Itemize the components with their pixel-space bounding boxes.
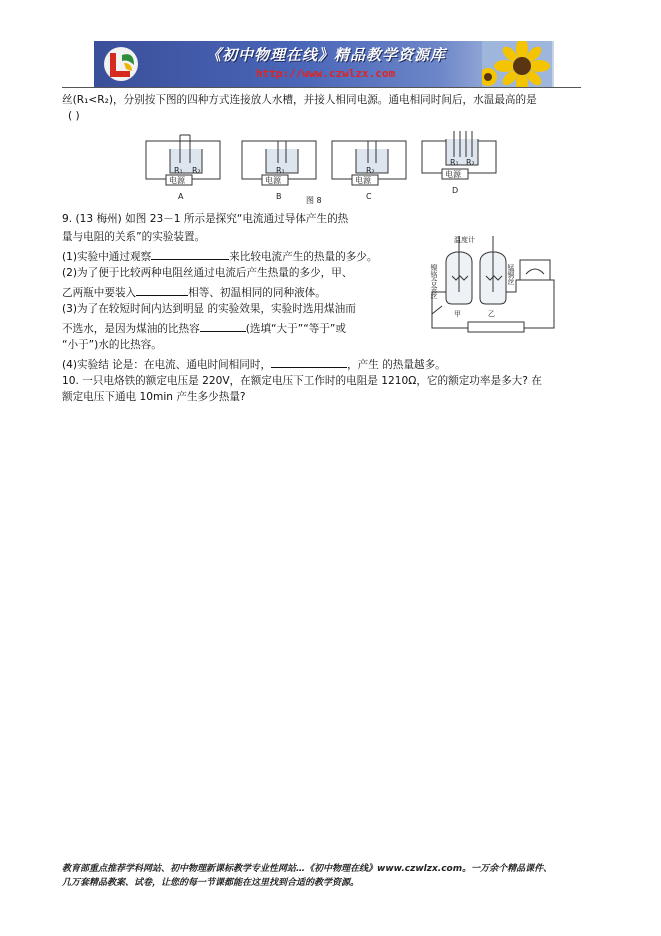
fig-label-right-wire: 锰铜丝: [507, 264, 515, 285]
circuit-c-label: C: [366, 192, 372, 201]
q9-part2: [62, 284, 326, 301]
figure-23-1: [428, 232, 558, 338]
q9-part1-b: 来比较电流产生的热量的多少。: [229, 251, 378, 263]
q9-part2-a: (2)为了便于比较两种电阻丝通过电流后产生热量的多少，甲、: [62, 267, 353, 279]
footer: [62, 862, 602, 890]
sunflower-image: [482, 41, 552, 88]
circuit-a: [146, 135, 220, 201]
fig-label-left-wire: 镍铬合金丝: [430, 264, 438, 299]
q9-part1: [62, 248, 377, 265]
q9-part4: [62, 356, 446, 373]
q9-blank-4[interactable]: [271, 356, 347, 368]
q9-part4-b: ，产生 的热量越多。: [347, 359, 446, 371]
circuit-a-r2: R₂: [192, 166, 201, 175]
q9-line2: 量与电阻的关系”的实验装置。: [62, 231, 206, 243]
circuit-b-label: B: [276, 192, 282, 201]
circuit-b-r1: R₁: [276, 166, 285, 175]
circuit-a-r1: R₁: [174, 166, 183, 175]
q9-part3-c: (选填“大于”“等于”或: [245, 323, 346, 335]
q8-text: 丝(R₁<R₂)，分别按下图的四种方式连接放人水槽，并接人相同电源。通电相同时间后，水温最高的是: [62, 94, 537, 106]
q9-blank-2[interactable]: [136, 284, 188, 296]
q9-blank-3[interactable]: [200, 320, 246, 332]
circuit-c-power: 电源: [355, 176, 371, 185]
q10-line1: 10. 一只电烙铁的额定电压是 220V，在额定电压下工作时的电阻是 1210Ω，它的额定功率是多大? 在: [62, 375, 542, 387]
circuit-b-power: 电源: [265, 176, 281, 185]
circuit-d-r2: R₂: [466, 158, 475, 167]
circuit-a-label: A: [178, 192, 184, 201]
q8-answer-paren: ( ): [68, 110, 80, 122]
circuit-d-label: D: [452, 186, 459, 195]
footer-line1: 教育部重点推荐学科网站、初中物理新课标教学专业性网站…《初中物理在线》www.czwlzx.com。一万余个精品课件、: [62, 864, 553, 874]
circuit-d-r1: R₁: [450, 158, 459, 167]
q9-line1: 9. (13 梅州) 如图 23－1 所示是探究“电流通过导体产生的热: [62, 213, 349, 225]
circuit-a-power: 电源: [169, 176, 185, 185]
fig-label-jar-left: 甲: [454, 310, 461, 318]
q9-part3: [62, 320, 346, 337]
figure-8-caption: 图 8: [306, 196, 322, 205]
header-rule: [62, 87, 581, 88]
q9-part3-a: (3)为了在较短时间内达到明显 的实验效果，实验时选用煤油而: [62, 303, 356, 315]
q9-part1-a: (1)实验中通过观察: [62, 251, 152, 263]
circuit-c-r2: R₂: [366, 166, 375, 175]
q9-part3-d: “小于”)水的比热容。: [62, 339, 162, 351]
q9-part2-b: 乙两瓶中要装入: [62, 287, 137, 299]
header-url[interactable]: http://www.czwlzx.com: [256, 67, 396, 80]
circuit-b: [242, 141, 316, 201]
site-logo: [100, 45, 142, 83]
fig-label-thermometer: 温度计: [454, 236, 475, 244]
q9-part2-c: 相等、初温相同的同种液体。: [188, 287, 326, 299]
circuit-d: [422, 131, 496, 195]
header-title: 《初中物理在线》精品教学资源库: [206, 46, 447, 64]
footer-line2: 几万套精品教案、试卷，让您的每一节课都能在这里找到合适的教学资源。: [62, 878, 360, 888]
q9-blank-1[interactable]: [151, 248, 229, 260]
figure-8: [144, 129, 519, 207]
circuit-d-power: 电源: [445, 170, 461, 179]
circuit-c: [332, 141, 406, 201]
header-banner: [94, 41, 554, 88]
fig-label-jar-right: 乙: [488, 310, 495, 318]
q9-part3-b: 不选水，是因为煤油的比热容: [62, 323, 200, 335]
q10-line2: 额定电压下通电 10min 产生多少热量?: [62, 391, 246, 403]
q9-part4-a: (4)实验结 论是：在电流、通电时间相同时，: [62, 359, 272, 371]
